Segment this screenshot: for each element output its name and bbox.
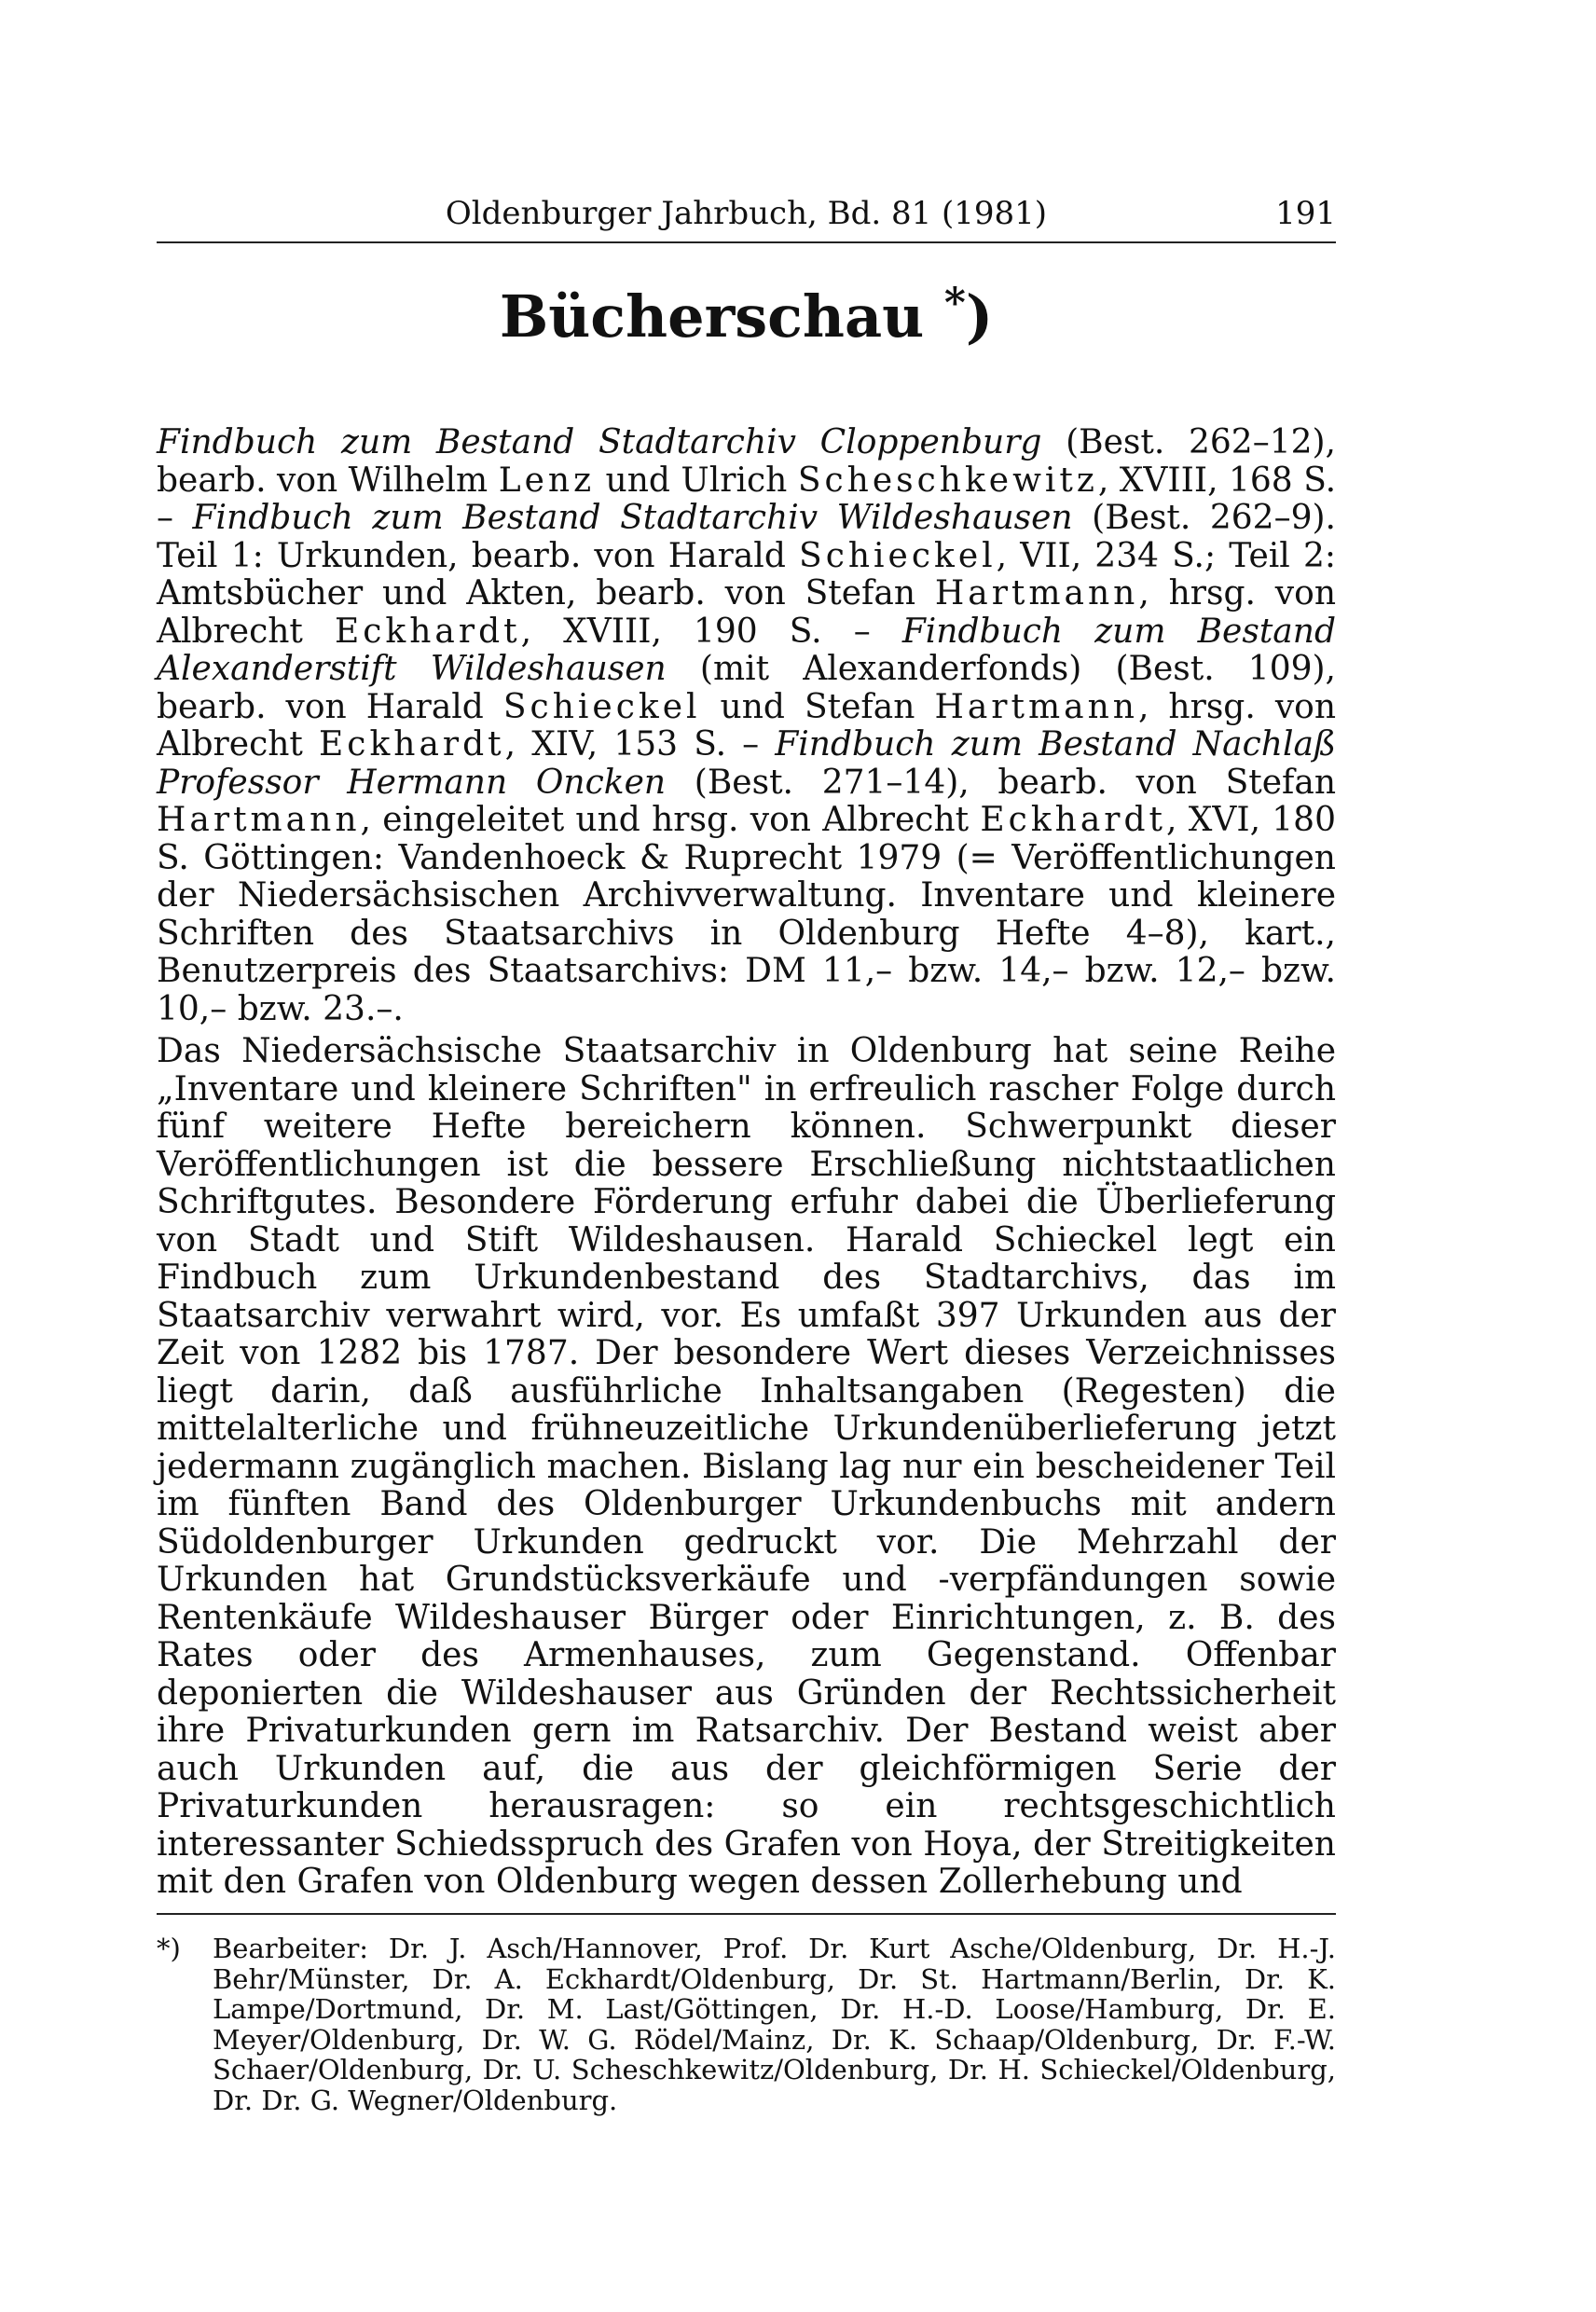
biblio-text: , VII, 234 S.; Teil 2: Amtsbücher und Akten, bearb. von Stefan [157, 536, 1337, 612]
author-name: Hartmann [157, 801, 361, 839]
header-rule [157, 241, 1336, 243]
bibliographic-entry [157, 424, 1336, 1028]
journal-citation: Oldenburger Jahrbuch, Bd. 81 (1981) [445, 195, 1048, 232]
footnote-mark: *) [157, 1933, 181, 1964]
author-name: Eckhardt [319, 725, 505, 764]
biblio-text: und Stefan [700, 687, 935, 726]
author-name: Scheschkewitz [797, 461, 1098, 500]
biblio-text: (Best. 271–14), bearb. von Stefan [666, 763, 1336, 802]
author-name: Hartmann [934, 574, 1139, 612]
biblio-text: , hrsg. von Albrecht [157, 574, 1336, 651]
biblio-text: (Best. 262–9). Teil 1: Urkunden, bearb. von Harald [157, 499, 1336, 575]
author-name: Schieckel [502, 687, 701, 726]
biblio-text: , hrsg. von Albrecht [157, 687, 1337, 764]
biblio-text: , XIV, 153 S. – [504, 725, 776, 764]
footnote [157, 1934, 1336, 2115]
book-title: Findbuch zum Bestand Stadtarchiv Wildeshausen [192, 499, 1073, 537]
footnote-text: Bearbeiter: Dr. J. Asch/Hannover, Prof. Dr. Kurt Asche/Oldenburg, Dr. H.-J. Behr/Münster, Dr. A. Eckhardt/Oldenburg, Dr. St. Hartmann/Berlin, Dr. K. Lampe/Dortmund, Dr. M. Last/Göttingen, Dr. H.-D. Loose/Hamburg, Dr. E. Meyer/Oldenburg, Dr. W. G. Rödel/Mainz, Dr. K. Schaap/Oldenburg, Dr. F.-W. Schaer/Oldenburg, Dr. U. Scheschkewitz/Oldenburg, Dr. H. Schieckel/Oldenburg, Dr. Dr. G. Wegner/Oldenburg. [213, 1933, 1336, 2116]
author-name: Schieckel [799, 536, 997, 575]
biblio-text: (Best. 262–12), bearb. von Wilhelm [157, 423, 1336, 500]
footnote-reference-paren: ) [965, 282, 994, 351]
book-title: Findbuch zum Bestand Nachlaß Professor Hermann Oncken [157, 725, 1336, 802]
page-number: 191 [1275, 195, 1336, 232]
section-title-text: Bücherschau [499, 282, 925, 351]
bibliographic-paragraph [157, 424, 1336, 1028]
biblio-text: , XVI, 180 S. Göttingen: Vandenhoeck & Ruprecht 1979 (= Veröffentlichungen der Niedersächsischen Archivverwaltung. Inventare und kleinere Schriften des Staatsarchivs in Oldenburg Hefte 4–8), kart., Benutzerpreis des Staatsarchivs: DM 11,– bzw. 14,– bzw. 12,– bzw. 10,– bzw. 23.–. [157, 801, 1336, 1028]
running-head [157, 191, 1336, 236]
book-title: Findbuch zum Bestand Stadtarchiv Cloppenburg [157, 423, 1042, 461]
author-name: Hartmann [934, 687, 1138, 726]
review-body [157, 1033, 1336, 1902]
footnote-reference-mark: * [943, 279, 966, 327]
biblio-text: , XVIII, 190 S. – [520, 612, 902, 651]
book-title: Findbuch zum Bestand Alexanderstift Wildeshausen [157, 612, 1336, 688]
biblio-text: , XVIII, 168 S. – [157, 461, 1337, 537]
author-name: Eckhardt [980, 801, 1166, 839]
author-name: Eckhardt [334, 612, 521, 651]
biblio-text: (mit Alexanderfonds) (Best. 109), bearb. von Harald [157, 650, 1336, 726]
author-name: Lenz [498, 461, 596, 500]
footnote-rule [157, 1913, 1336, 1915]
review-paragraph: Das Niedersächsische Staatsarchiv in Oldenburg hat seine Reihe „Inventare und kleinere Schriften" in erfreulich rascher Folge durch fünf weitere Hefte bereichern können. Schwerpunkt dieser Veröffentlichungen ist die bessere Erschließung nichtstaatlichen Schriftgutes. Besondere Förderung erfuhr dabei die Überlieferung von Stadt und Stift Wildeshausen. Harald Schieckel legt ein Findbuch zum Urkundenbestand des Stadtarchivs, das im Staatsarchiv verwahrt wird, vor. Es umfaßt 397 Urkunden aus der Zeit von 1282 bis 1787. Der besondere Wert dieses Verzeichnisses liegt darin, daß ausführliche Inhaltsangaben (Regesten) die mittelalterliche und frühneuzeitliche Urkundenüberlieferung jetzt jedermann zugänglich machen. Bislang lag nur ein bescheidener Teil im fünften Band des Oldenburger Urkundenbuchs mit andern Südoldenburger Urkunden gedruckt vor. Die Mehrzahl der Urkunden hat Grundstücksverkäufe und -verpfändungen sowie Rentenkäufe Wildeshauser Bürger oder Einrichtungen, z. B. des Rates oder des Armenhauses, zum Gegenstand. Offenbar deponierten die Wildeshauser aus Gründen der Rechtssicherheit ihre Privaturkunden gern im Ratsarchiv. Der Bestand weist aber auch Urkunden auf, die aus der gleichförmigen Serie der Privaturkunden herausragen: so ein rechtsgeschichtlich interessanter Schiedsspruch des Grafen von Hoya, der Streitigkeiten mit den Grafen von Oldenburg wegen dessen Zollerhebung und [157, 1032, 1336, 1901]
section-title [157, 280, 1336, 354]
biblio-text: und Ulrich [595, 461, 798, 500]
biblio-text: , eingeleitet und hrsg. von Albrecht [360, 801, 981, 839]
